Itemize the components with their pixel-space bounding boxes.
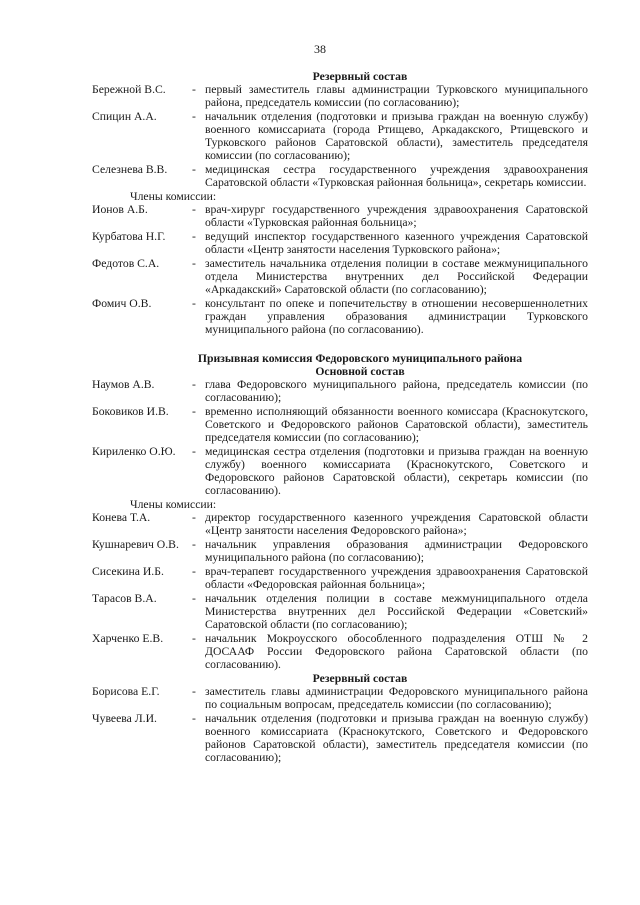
dash: - xyxy=(192,565,196,578)
list-item xyxy=(92,257,588,296)
member-position: первый заместитель главы администрации Турковского муниципального района, председатель комиссии (по согласованию); xyxy=(205,83,588,109)
dash: - xyxy=(192,203,196,216)
list-item xyxy=(92,110,588,162)
dash: - xyxy=(192,378,196,391)
member-position: врач-хирург государственного учреждения здравоохранения Саратовской области «Турковская районная больница»; xyxy=(205,203,588,229)
member-name: Селезнева В.В. xyxy=(92,163,168,176)
section-heading: Резервный состав xyxy=(312,70,408,83)
dash: - xyxy=(192,297,196,310)
list-item xyxy=(92,445,588,497)
dash: - xyxy=(192,110,196,123)
dash: - xyxy=(192,511,196,524)
member-position: начальник отделения полиции в составе межмуниципального отдела Министерства внутренних дел Российской Федерации «Советский» Саратовской области (по согласованию); xyxy=(205,592,588,631)
list-item xyxy=(92,83,588,109)
list-item xyxy=(92,565,588,591)
dash: - xyxy=(192,257,196,270)
dash: - xyxy=(192,163,196,176)
dash: - xyxy=(192,632,196,645)
member-name: Федотов С.А. xyxy=(92,257,160,270)
member-position: заместитель главы администрации Федоровского муниципального района по социальным вопросам, председатель комиссии (по согласованию); xyxy=(205,685,588,711)
member-position: медицинская сестра государственного учреждения здравоохранения Саратовской области «Турковская районная больница», секретарь комиссии. xyxy=(205,163,588,189)
member-name: Харченко Е.В. xyxy=(92,632,164,645)
member-name: Боковиков И.В. xyxy=(92,405,169,418)
member-position: начальник отделения (подготовки и призыва граждан на военную службу) военного комиссариата (города Ртищево, Аркадакского, Ртищевского и Турковского районов Саратовской области), заместитель председателя комиссии (по согласованию); xyxy=(205,110,588,162)
member-name: Чувеева Л.И. xyxy=(92,712,157,725)
members-label: Члены комиссии: xyxy=(130,190,217,203)
member-position: глава Федоровского муниципального района, председатель комиссии (по согласованию); xyxy=(205,378,588,404)
commission-title: Призывная комиссия Федоровского муниципального района xyxy=(197,352,523,365)
member-name: Фомич О.В. xyxy=(92,297,152,310)
list-item xyxy=(92,378,588,404)
dash: - xyxy=(192,405,196,418)
member-position: консультант по опеке и попечительству в отношении несовершеннолетних граждан управления образования администрации Турковского муниципального района (по согласованию). xyxy=(205,297,588,336)
dash: - xyxy=(192,538,196,551)
section-heading: Основной состав xyxy=(315,365,405,378)
dash: - xyxy=(192,592,196,605)
member-position: ведущий инспектор государственного казенного учреждения Саратовской области «Центр занятости населения Турковского района»; xyxy=(205,230,588,256)
member-position: начальник Мокроусского обособленного подразделения ОТШ № 2 ДОСААФ России Федоровского района Саратовской области (по согласованию). xyxy=(205,632,588,671)
member-position: врач-терапевт государственного учреждения здравоохранения Саратовской области «Федоровская районная больница»; xyxy=(205,565,588,591)
member-name: Конева Т.А. xyxy=(92,511,151,524)
list-item xyxy=(92,163,588,189)
list-item xyxy=(92,592,588,631)
dash: - xyxy=(192,83,196,96)
member-name: Тарасов В.А. xyxy=(92,592,157,605)
member-name: Спицин А.А. xyxy=(92,110,157,123)
members-label: Члены комиссии: xyxy=(130,498,217,511)
list-item xyxy=(92,405,588,444)
list-item xyxy=(92,511,588,537)
dash: - xyxy=(192,712,196,725)
member-position: начальник управления образования администрации Федоровского муниципального района (по согласованию); xyxy=(205,538,588,564)
page-number: 38 xyxy=(314,42,326,56)
member-name: Ионов А.Б. xyxy=(92,203,148,216)
member-position: заместитель начальника отделения полиции в составе межмуниципального отдела Министерства внутренних дел Российской Федерации «Аркадакский» Саратовской области (по согласованию); xyxy=(205,257,588,296)
member-name: Сисекина И.Б. xyxy=(92,565,164,578)
list-item xyxy=(92,230,588,256)
member-name: Наумов А.В. xyxy=(92,378,155,391)
member-name: Кириленко О.Ю. xyxy=(92,445,176,458)
member-name: Кушнаревич О.В. xyxy=(92,538,179,551)
member-name: Бережной В.С. xyxy=(92,83,166,96)
list-item xyxy=(92,203,588,229)
list-item xyxy=(92,685,588,711)
list-item xyxy=(92,712,588,764)
document-body xyxy=(92,70,588,765)
member-position: медицинская сестра отделения (подготовки и призыва граждан на военную службу) военного комиссариата (Краснокутского, Советского и Федоровского районов Саратовской области), секретарь комиссии (по согласованию). xyxy=(205,445,588,497)
dash: - xyxy=(192,230,196,243)
member-name: Курбатова Н.Г. xyxy=(92,230,166,243)
member-position: временно исполняющий обязанности военного комиссара (Краснокутского, Советского и Федоровского районов Саратовской области), заместитель председателя комиссии (по согласованию); xyxy=(205,405,588,444)
list-item xyxy=(92,297,588,336)
section-heading: Резервный состав xyxy=(312,672,408,685)
dash: - xyxy=(192,445,196,458)
dash: - xyxy=(192,685,196,698)
list-item xyxy=(92,538,588,564)
member-name: Борисова Е.Г. xyxy=(92,685,160,698)
member-position: директор государственного казенного учреждения Саратовской области «Центр занятости населения Федоровского района»; xyxy=(205,511,588,537)
list-item xyxy=(92,632,588,671)
member-position: начальник отделения (подготовки и призыва граждан на военную службу) военного комиссариата (Краснокутского, Советского и Федоровского районов Саратовской области), заместитель председателя комиссии (по согласованию); xyxy=(205,712,588,764)
